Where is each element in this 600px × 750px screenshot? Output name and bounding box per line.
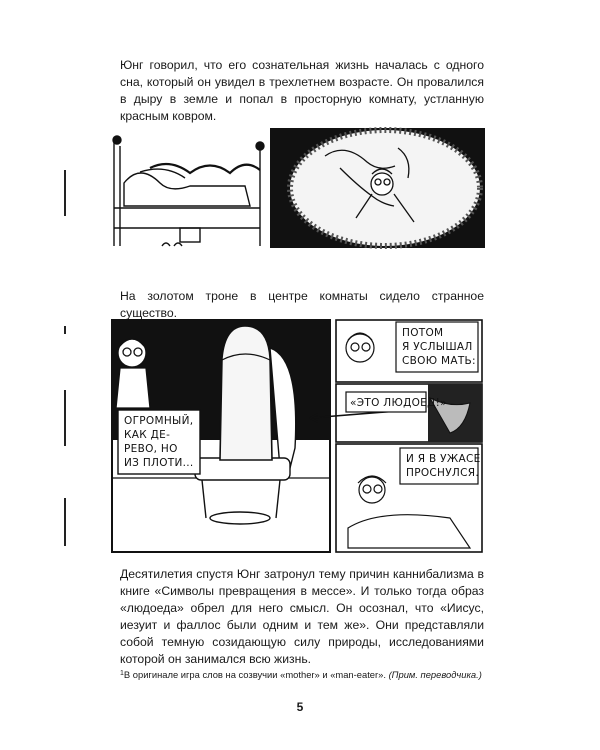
- bubble-giant: [118, 410, 200, 474]
- bubble-giant-line-3: РЕВО, НО: [124, 443, 178, 455]
- paragraph-throne: На золотом троне в центре комнаты сидело странное существо.: [120, 289, 484, 320]
- footnote: [120, 668, 490, 681]
- bubble-giant-line-4: ИЗ ПЛОТИ...: [124, 457, 194, 469]
- bubble-mother-line-3: СВОЮ МАТЬ:: [402, 355, 476, 367]
- footnote-translator-note: (Прим. переводчика.): [388, 669, 482, 680]
- bubble-mother-line-1: ПОТОМ: [402, 327, 444, 339]
- footnote-text: В оригинале игра слов на созвучии «mother» и «man-eater».: [123, 669, 389, 680]
- bubble-woke-line-2: ПРОСНУЛСЯ.: [406, 467, 479, 479]
- bubble-giant-line-2: КАК ДЕ-: [124, 429, 171, 441]
- margin-mark: [64, 390, 66, 446]
- panel-maneater: [310, 384, 482, 442]
- margin-mark: [64, 326, 66, 334]
- panel-mother: [336, 320, 482, 382]
- margin-mark: [64, 498, 66, 546]
- panel-throne: [112, 320, 330, 552]
- panel-woke: [336, 444, 482, 552]
- bubble-mother-line-2: Я УСЛЫШАЛ: [402, 341, 473, 353]
- paragraph-intro: Юнг говорил, что его сознательная жизнь началась с одного сна, который он увидел в трехлетнем возрасте. Он провалился в дыру в земле и попал в просторную комнату, устланную красным ковром.: [120, 58, 484, 123]
- creature: [220, 326, 272, 460]
- bubble-maneater-text: «ЭТО ЛЮДОЕД!»: [350, 397, 447, 409]
- illustration-dream-fall: [110, 128, 485, 250]
- margin-mark: [64, 170, 66, 216]
- falling-scene: [270, 128, 485, 248]
- child-figure: [116, 339, 150, 408]
- bed-scene: [113, 136, 264, 246]
- footnote-marker: 1: [120, 670, 124, 677]
- paragraph-cannibalism: Десятилетия спустя Юнг затронул тему причин каннибализма в книге «Символы превращения в мессе». И только тогда образ «людоеда» обрел для него смысл. Он осознал, что «Иисус, иезуит и фаллос были одним и тем же». Они представляли собой темную созидающую силу природы, исследованиями которой он занимался всю жизнь.: [120, 567, 484, 666]
- bubble-woke-line-1: И Я В УЖАСЕ: [406, 453, 481, 465]
- page-number: 5: [296, 700, 304, 714]
- comic-throne-strip: [110, 318, 485, 556]
- bubble-giant-line-1: ОГРОМНЫЙ,: [124, 415, 194, 427]
